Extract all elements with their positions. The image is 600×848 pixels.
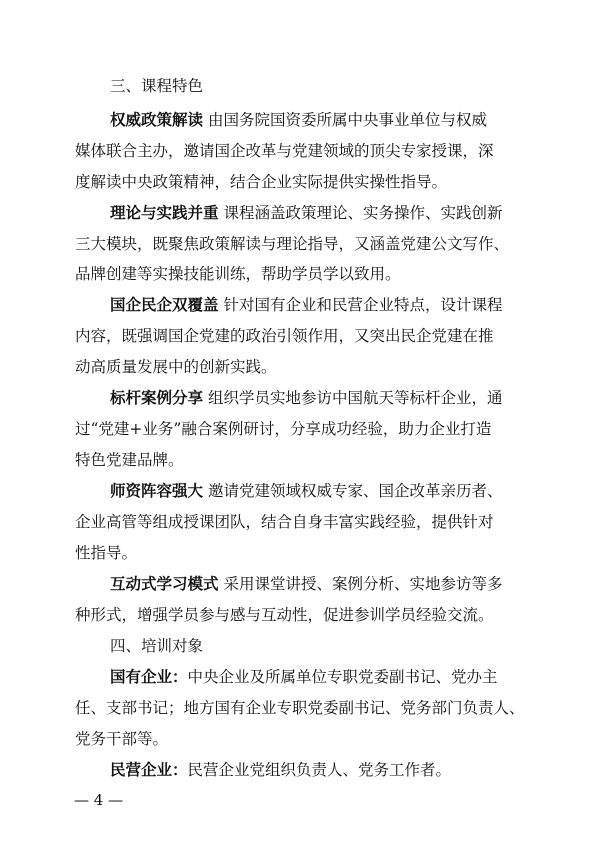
- feature-paragraph: [110, 294, 502, 316]
- feature-paragraph: [110, 202, 502, 224]
- paragraph-line: 媒体联合主办，邀请国企改革与党建领域的顶尖专家授课，深: [75, 142, 494, 160]
- paragraph-line: 企业高管等组成授课团队，结合自身丰富实践经验，提供针对: [75, 513, 494, 531]
- feature-text: 课程涵盖政策理论、实务操作、实践创新: [223, 204, 503, 222]
- paragraph-line: 内容，既强调国企党建的政治引领作用，又突出民企党建在推: [75, 327, 494, 345]
- paragraph-line: 性指导。: [75, 544, 138, 562]
- feature-label: 互动式学习模式: [110, 575, 219, 593]
- paragraph-line: 品牌创建等实操技能训练，帮助学员学以致用。: [75, 265, 401, 283]
- section-heading-audience: 四、培训对象: [110, 637, 204, 655]
- feature-paragraph: [110, 480, 502, 502]
- paragraph-line: 三大模块，既聚焦政策解读与理论指导，又涵盖党建公文写作、: [75, 235, 510, 253]
- feature-label: 国企民企双覆盖: [110, 296, 219, 314]
- feature-text: 组织学员实地参访中国航天等标杆企业，通: [207, 389, 503, 407]
- feature-text: 邀请党建领域权威专家、国企改革亲历者、: [207, 482, 503, 500]
- audience-paragraph-state-owned: [110, 666, 498, 688]
- feature-label: 理论与实践并重: [110, 204, 219, 222]
- feature-text: 由国务院国资委所属中央事业单位与权威: [207, 111, 487, 129]
- paragraph-line: 度解读中央政策精神，结合企业实际提供实操性指导。: [75, 173, 448, 191]
- audience-text: 中央企业及所属单位专职党委副书记、党办主: [187, 668, 498, 686]
- audience-label: 民营企业：: [110, 761, 188, 779]
- feature-paragraph: [110, 387, 502, 409]
- paragraph-line: 党务干部等。: [75, 730, 169, 748]
- feature-text: 采用课堂讲授、案例分析、实地参访等多: [223, 575, 503, 593]
- paragraph-line: 任、支部书记；地方国有企业专职党委副书记、党务部门负责人、: [75, 699, 525, 717]
- audience-label: 国有企业：: [110, 668, 188, 686]
- audience-text: 民营企业党组织负责人、党务工作者。: [187, 761, 452, 779]
- feature-text: 针对国有企业和民营企业特点，设计课程: [223, 296, 503, 314]
- paragraph-line: 种形式，增强学员参与感与互动性，促进参训学员经验交流。: [75, 606, 494, 624]
- feature-label: 标杆案例分享: [110, 389, 204, 407]
- page-number: — 4 —: [74, 791, 124, 809]
- section-heading-features: 三、课程特色: [110, 77, 204, 95]
- audience-paragraph-private: [110, 759, 451, 781]
- feature-label: 权威政策解读: [110, 111, 204, 129]
- feature-paragraph: [110, 109, 487, 131]
- paragraph-line: 特色党建品牌。: [75, 451, 184, 469]
- paragraph-line: 过“党建+业务”融合案例研讨，分享成功经验，助力企业打造: [75, 420, 492, 438]
- paragraph-line: 动高质量发展中的创新实践。: [75, 358, 277, 376]
- feature-label: 师资阵容强大: [110, 482, 204, 500]
- feature-paragraph: [110, 573, 502, 595]
